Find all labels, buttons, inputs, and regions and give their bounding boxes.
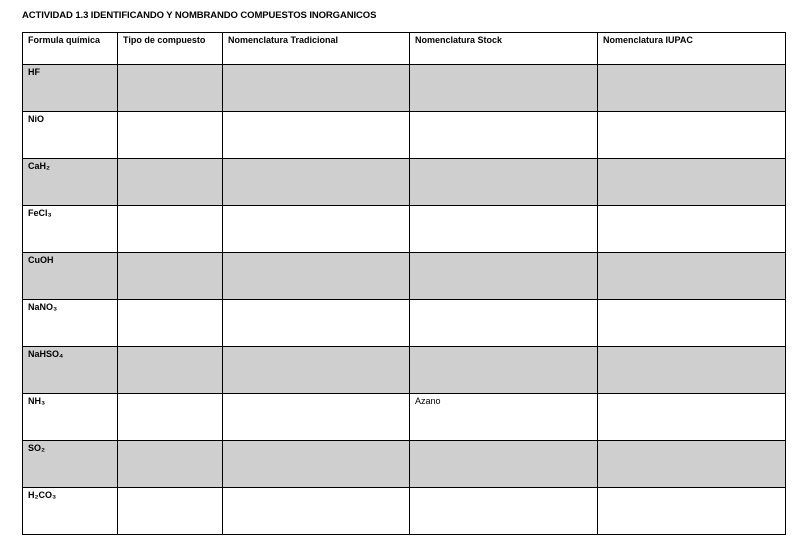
header-iupac: Nomenclatura IUPAC — [598, 33, 786, 65]
tipo-cell[interactable] — [118, 253, 223, 300]
tradicional-cell[interactable] — [223, 488, 410, 535]
stock-cell[interactable] — [410, 206, 598, 253]
tipo-cell[interactable] — [118, 441, 223, 488]
tradicional-cell[interactable] — [223, 253, 410, 300]
tipo-cell[interactable] — [118, 488, 223, 535]
iupac-cell[interactable] — [598, 488, 786, 535]
iupac-cell[interactable] — [598, 441, 786, 488]
iupac-cell[interactable] — [598, 159, 786, 206]
table-row — [23, 112, 786, 159]
formula-cell: NaHSO₄ — [23, 347, 118, 394]
tipo-cell[interactable] — [118, 300, 223, 347]
formula-cell: NH₃ — [23, 394, 118, 441]
tradicional-cell[interactable] — [223, 159, 410, 206]
table-row — [23, 488, 786, 535]
iupac-cell[interactable] — [598, 300, 786, 347]
stock-cell[interactable] — [410, 347, 598, 394]
table-row — [23, 159, 786, 206]
header-tradicional: Nomenclatura Tradicional — [223, 33, 410, 65]
stock-cell[interactable] — [410, 159, 598, 206]
header-row — [23, 33, 786, 65]
tradicional-cell[interactable] — [223, 441, 410, 488]
page-title: ACTIVIDAD 1.3 IDENTIFICANDO Y NOMBRANDO COMPUESTOS INORGANICOS — [22, 10, 377, 21]
table-row — [23, 441, 786, 488]
header-formula: Formula química — [23, 33, 118, 65]
iupac-cell[interactable] — [598, 206, 786, 253]
iupac-cell[interactable] — [598, 112, 786, 159]
formula-cell: H₂CO₃ — [23, 488, 118, 535]
iupac-cell[interactable] — [598, 253, 786, 300]
tipo-cell[interactable] — [118, 206, 223, 253]
formula-cell: CuOH — [23, 253, 118, 300]
tradicional-cell[interactable] — [223, 112, 410, 159]
stock-cell[interactable] — [410, 488, 598, 535]
stock-cell[interactable] — [410, 65, 598, 112]
formula-cell: NiO — [23, 112, 118, 159]
table-row — [23, 253, 786, 300]
formula-cell: HF — [23, 65, 118, 112]
formula-cell: CaH₂ — [23, 159, 118, 206]
stock-cell[interactable]: Azano — [410, 394, 598, 441]
stock-cell[interactable] — [410, 300, 598, 347]
header-stock: Nomenclatura Stock — [410, 33, 598, 65]
stock-cell[interactable] — [410, 112, 598, 159]
tradicional-cell[interactable] — [223, 300, 410, 347]
compounds-table — [22, 32, 786, 535]
table-row — [23, 65, 786, 112]
table-row — [23, 300, 786, 347]
tipo-cell[interactable] — [118, 112, 223, 159]
tradicional-cell[interactable] — [223, 394, 410, 441]
table-row — [23, 394, 786, 441]
stock-cell[interactable] — [410, 253, 598, 300]
header-tipo: Tipo de compuesto — [118, 33, 223, 65]
table-row — [23, 206, 786, 253]
tradicional-cell[interactable] — [223, 347, 410, 394]
formula-cell: FeCl₃ — [23, 206, 118, 253]
iupac-cell[interactable] — [598, 65, 786, 112]
formula-cell: SO₂ — [23, 441, 118, 488]
formula-cell: NaNO₃ — [23, 300, 118, 347]
iupac-cell[interactable] — [598, 394, 786, 441]
tradicional-cell[interactable] — [223, 65, 410, 112]
tipo-cell[interactable] — [118, 347, 223, 394]
table-row — [23, 347, 786, 394]
tipo-cell[interactable] — [118, 394, 223, 441]
iupac-cell[interactable] — [598, 347, 786, 394]
tipo-cell[interactable] — [118, 65, 223, 112]
tipo-cell[interactable] — [118, 159, 223, 206]
tradicional-cell[interactable] — [223, 206, 410, 253]
stock-cell[interactable] — [410, 441, 598, 488]
